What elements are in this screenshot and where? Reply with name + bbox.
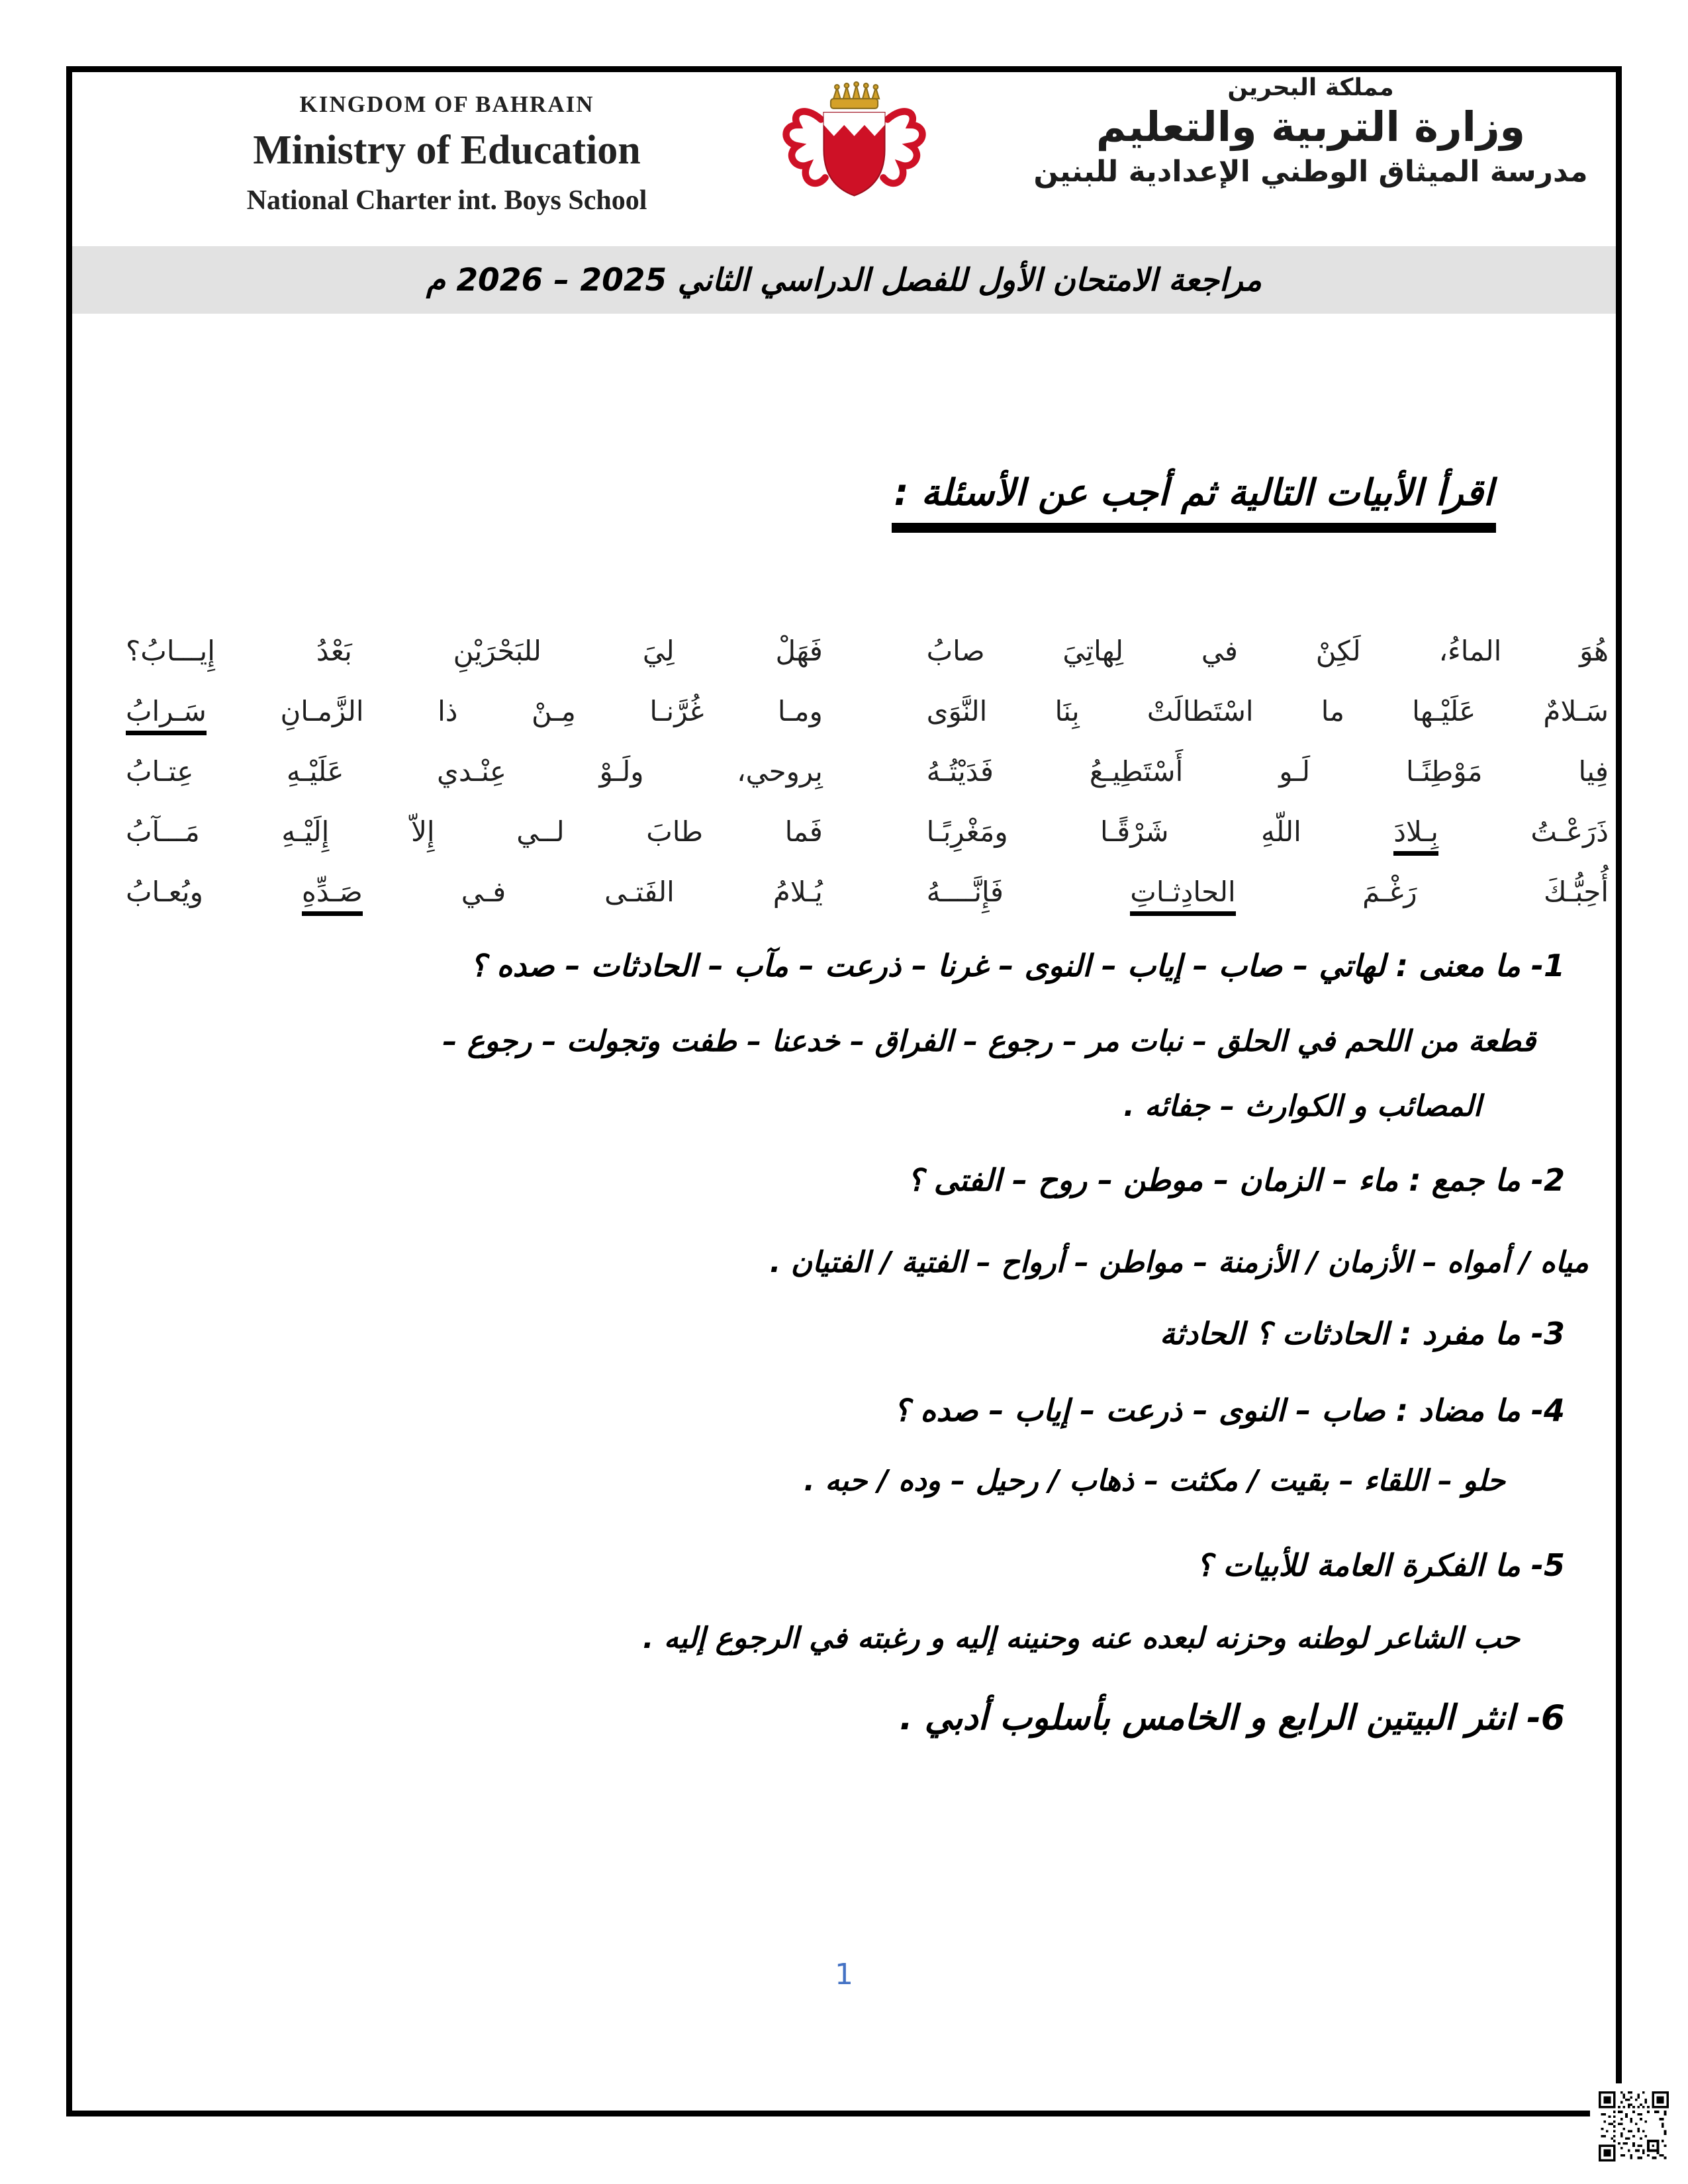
poem-text-segment: ذَرَعْـتُ	[1438, 815, 1609, 848]
poem-hemistich-right	[927, 695, 1609, 727]
poem-verse-5	[126, 862, 1609, 922]
answer-4: حلو – اللقاء – بقيت / مكثت – ذهاب / رحيل – وده / حبه .	[804, 1464, 1505, 1498]
kingdom-of-bahrain-arabic-label: مملكة البحرين	[1227, 74, 1394, 101]
section-title: اقرأ الأبيات التالية ثم أجب عن الأسئلة :	[892, 471, 1496, 533]
school-name-arabic-label: مدرسة الميثاق الوطني الإعدادية للبنين	[1033, 155, 1588, 189]
question-6: 6- انثر البيتين الرابع و الخامس بأسلوب أدبي .	[899, 1698, 1565, 1738]
poem-text-segment: اللّهِ شَرْقًـا ومَغْرِبًـا	[926, 815, 1394, 848]
question-3-with-answer: 3- ما مفرد : الحادثات ؟ الحادثة	[1159, 1316, 1565, 1351]
poem-hemistich-left	[126, 635, 823, 667]
poem-hemistich-right	[927, 815, 1609, 848]
question-2: 2- ما جمع : ماء – الزمان – موطن – روح – الفتى ؟	[907, 1162, 1565, 1198]
kingdom-of-bahrain-label: KINGDOM OF BAHRAIN	[299, 91, 594, 117]
poem-hemistich-left	[126, 815, 823, 848]
header-english	[142, 91, 751, 216]
qr-code	[1590, 2083, 1678, 2166]
poem-text-segment: فِيا مَوْطِنًـا لَـو أَسْتَطِيـعُ فَدَيْتُـهُ	[926, 755, 1609, 788]
ministry-of-education-arabic-label: وزارة التربية والتعليم	[1096, 103, 1526, 151]
poem-text-segment: فَإِنَّــــهُ	[926, 876, 1131, 908]
poem-verse-1	[126, 621, 1609, 681]
poem-text-segment: ومـا غُرَّنـا مِـنْ ذا الزَّمـانِ	[206, 695, 823, 727]
question-4: 4- ما مضاد : صاب – النوى – ذرعت – إياب – صده ؟	[893, 1392, 1565, 1428]
poem-hemistich-left	[126, 695, 823, 727]
poem-verse-4	[126, 801, 1609, 862]
ministry-of-education-label: Ministry of Education	[253, 128, 641, 173]
poem-text-segment: يُـلامُ الفَتـى فـي	[362, 876, 823, 908]
poem-hemistich-left	[126, 755, 823, 788]
poem-text-segment: ويُعـابُ	[126, 876, 302, 908]
page-number: 1	[835, 1958, 853, 1991]
poem-text-segment: فَهَلْ لِيَ للبَحْرَيْنِ بَعْدُ إِيـــابُ؟	[126, 635, 823, 667]
exam-review-banner	[72, 246, 1616, 314]
poem-text-segment: بِروحي، ولَـوْ عِنْـدي عَلَيْـهِ عِتـابُ	[126, 755, 823, 788]
poem-hemistich-right	[927, 876, 1609, 908]
answer-5: حب الشاعر لوطنه وحزنه لبعده عنه وحنينه إليه و رغبته في الرجوع إليه .	[642, 1621, 1520, 1655]
poem	[126, 621, 1609, 922]
exam-review-title: مراجعة الامتحان الأول للفصل الدراسي الثاني 2025 – 2026 م	[426, 261, 1262, 298]
bahrain-coat-of-arms-icon	[770, 81, 939, 233]
poem-hemistich-left	[126, 876, 823, 908]
school-name-english-label: National Charter int. Boys School	[246, 185, 647, 216]
poem-text-segment: فَما طابَ لــي إِلاّ إِلَيْـهِ مَـــآبُ	[126, 815, 823, 848]
underlined-word: الحادِثـاتِ	[1130, 876, 1235, 916]
poem-hemistich-right	[927, 635, 1609, 667]
poem-hemistich-right	[927, 755, 1609, 788]
underlined-word: بِـلادَ	[1393, 815, 1438, 856]
answer-2: مياه / أمواه – الأزمان / الأزمنة – مواطن – أرواح – الفتية / الفتيان .	[769, 1246, 1589, 1279]
answer-1-line-2: المصائب و الكوارث – جفائه .	[1123, 1089, 1481, 1123]
poem-text-segment: سَـلامٌ عَلَيْـها ما اسْتَطالَتْ بِنَا النَّوَى	[926, 695, 1609, 727]
answer-1-line-1: قطعة من اللحم في الحلق – نبات مر – رجوع – الفراق – خدعنا – طفت وتجولت – رجوع –	[442, 1024, 1536, 1058]
poem-text-segment: أُحِبُّـكَ رَغْـمَ	[1235, 876, 1609, 908]
poem-verse-2	[126, 681, 1609, 741]
poem-text-segment: هُوَ الماءُ، لَكِنْ في لِهاتِيَ صابُ	[926, 635, 1609, 667]
poem-verse-3	[126, 741, 1609, 801]
header-arabic	[1019, 74, 1602, 189]
underlined-word: سَـرابُ	[126, 695, 207, 735]
underlined-word: صَـدِّهِ	[302, 876, 363, 916]
question-5: 5- ما الفكرة العامة للأبيات ؟	[1196, 1547, 1565, 1583]
question-1: 1- ما معنى : لهاتي – صاب – إياب – النوى – غرنا – ذرعت – مآب – الحادثات – صده ؟	[470, 948, 1565, 983]
